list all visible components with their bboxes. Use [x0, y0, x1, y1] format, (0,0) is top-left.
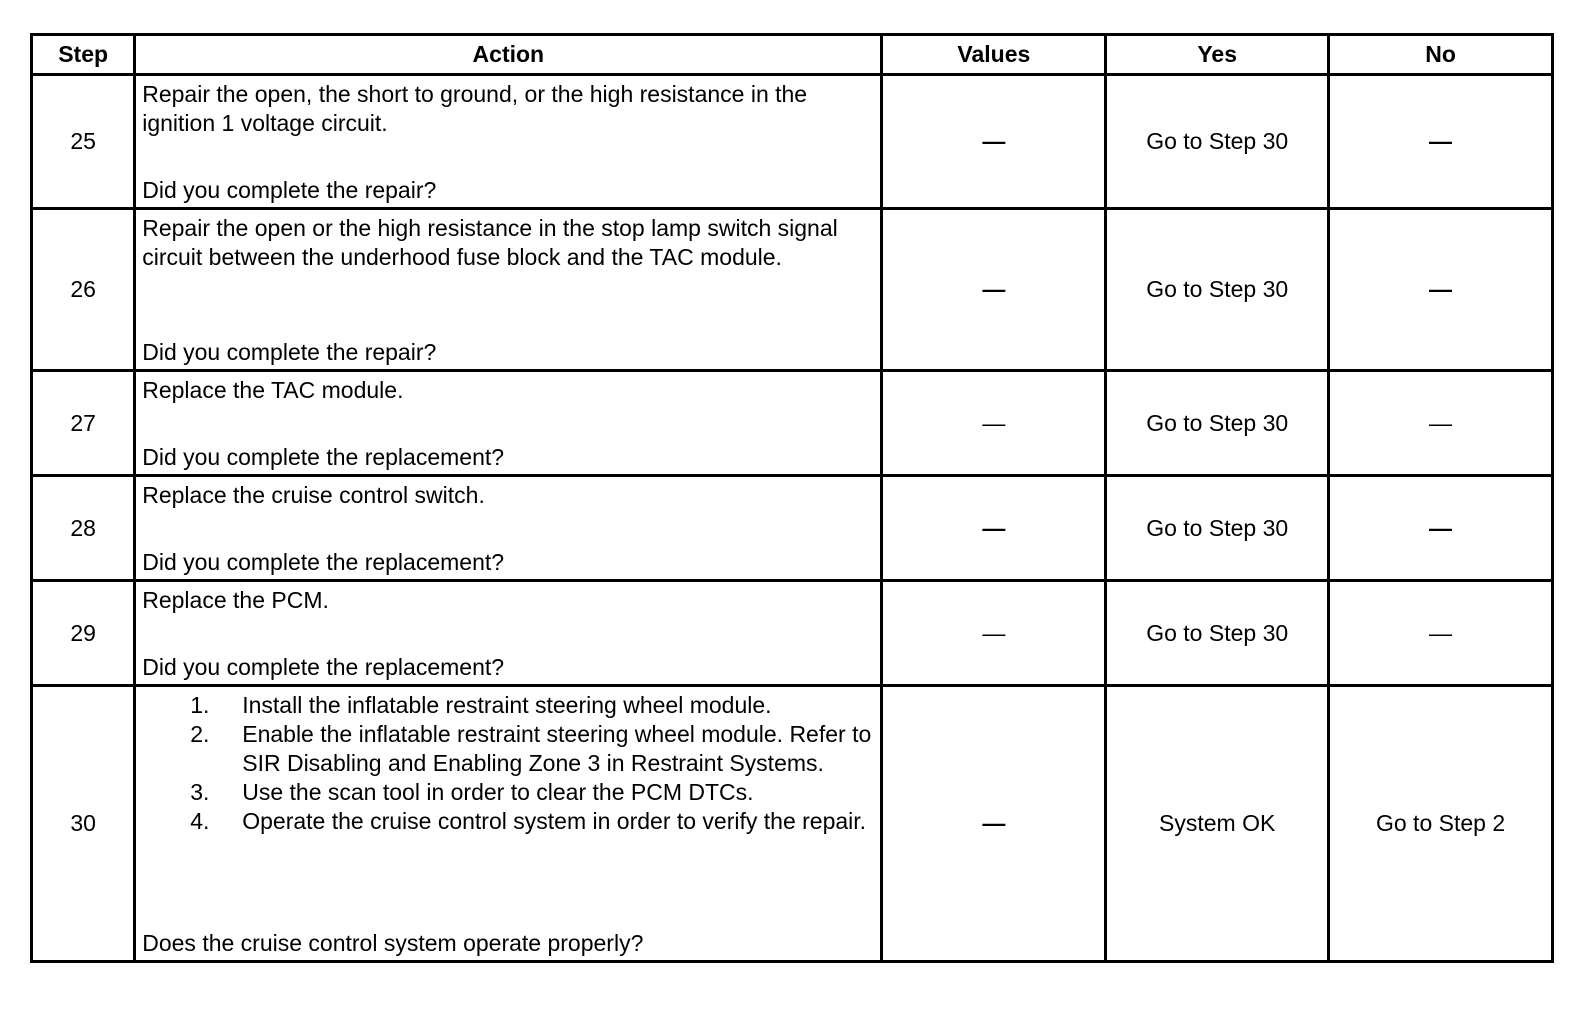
action-instruction: Repair the open or the high resistance in the stop lamp switch signal circuit between the underhood fuse block and the TAC module. [142, 215, 838, 270]
procedure-item [142, 807, 874, 836]
table-row [32, 686, 1553, 962]
action-cell [135, 75, 882, 209]
values-dash: — [982, 409, 1006, 436]
action-question: Does the cruise control system operate properly? [142, 930, 644, 956]
column-header-yes: Yes [1106, 35, 1329, 75]
action-question: Did you complete the replacement? [142, 444, 505, 470]
table-row [32, 371, 1553, 476]
no-cell [1329, 209, 1553, 371]
no-cell [1329, 581, 1553, 686]
values-dash: — [982, 514, 1006, 541]
yes-cell: Go to Step 30 [1106, 581, 1329, 686]
action-cell [135, 686, 882, 962]
procedure-number: 2. [190, 721, 210, 747]
no-cell [1329, 371, 1553, 476]
procedure-text: Use the scan tool in order to clear the PCM DTCs. [242, 779, 754, 805]
no-dash: — [1429, 409, 1453, 436]
action-question: Did you complete the replacement? [142, 654, 505, 680]
column-header-step: Step [32, 35, 135, 75]
values-dash: — [982, 810, 1006, 836]
values-cell [882, 371, 1106, 476]
procedure-item [142, 720, 874, 778]
procedure-number: 4. [190, 808, 210, 834]
no-dash: — [1429, 514, 1453, 541]
procedure-number: 1. [190, 692, 210, 718]
yes-cell: Go to Step 30 [1106, 476, 1329, 581]
diagnostic-table [30, 33, 1554, 963]
column-header-values: Values [882, 35, 1106, 75]
action-question: Did you complete the replacement? [142, 549, 505, 575]
header-row [32, 35, 1553, 75]
procedure-number: 3. [190, 779, 210, 805]
values-dash: — [982, 619, 1006, 646]
yes-cell: Go to Step 30 [1106, 75, 1329, 209]
procedure-list [142, 691, 874, 836]
no-cell: Go to Step 2 [1329, 686, 1553, 962]
column-header-action: Action [135, 35, 882, 75]
no-dash: — [1429, 128, 1453, 154]
action-cell [135, 371, 882, 476]
values-cell [882, 476, 1106, 581]
procedure-text: Install the inflatable restraint steering wheel module. [242, 692, 772, 718]
procedure-item [142, 778, 874, 807]
step-number: 30 [32, 686, 135, 962]
step-number: 27 [32, 371, 135, 476]
step-number: 28 [32, 476, 135, 581]
values-cell [882, 686, 1106, 962]
values-cell [882, 581, 1106, 686]
no-dash: — [1429, 619, 1453, 646]
procedure-text: Operate the cruise control system in order to verify the repair. [242, 808, 867, 834]
values-cell [882, 209, 1106, 371]
procedure-text: Enable the inflatable restraint steering wheel module. Refer to SIR Disabling and Enabling Zone 3 in Restraint Systems. [242, 721, 872, 776]
values-dash: — [982, 276, 1006, 302]
table-row [32, 209, 1553, 371]
action-cell [135, 209, 882, 371]
step-number: 25 [32, 75, 135, 209]
action-cell [135, 476, 882, 581]
action-instruction: Replace the TAC module. [142, 377, 404, 403]
no-cell [1329, 476, 1553, 581]
procedure-item [142, 691, 874, 720]
no-dash: — [1429, 276, 1453, 302]
column-header-no: No [1329, 35, 1553, 75]
step-number: 26 [32, 209, 135, 371]
step-number: 29 [32, 581, 135, 686]
no-cell [1329, 75, 1553, 209]
yes-cell: Go to Step 30 [1106, 371, 1329, 476]
action-instruction: Replace the cruise control switch. [142, 482, 485, 508]
action-cell [135, 581, 882, 686]
table-row [32, 75, 1553, 209]
action-question: Did you complete the repair? [142, 177, 437, 203]
values-cell [882, 75, 1106, 209]
table-row [32, 581, 1553, 686]
table-row [32, 476, 1553, 581]
action-instruction: Repair the open, the short to ground, or the high resistance in the ignition 1 voltage circuit. [142, 81, 808, 136]
yes-cell: System OK [1106, 686, 1329, 962]
yes-cell: Go to Step 30 [1106, 209, 1329, 371]
action-instruction: Replace the PCM. [142, 587, 329, 613]
action-question: Did you complete the repair? [142, 339, 437, 365]
values-dash: — [982, 128, 1006, 154]
